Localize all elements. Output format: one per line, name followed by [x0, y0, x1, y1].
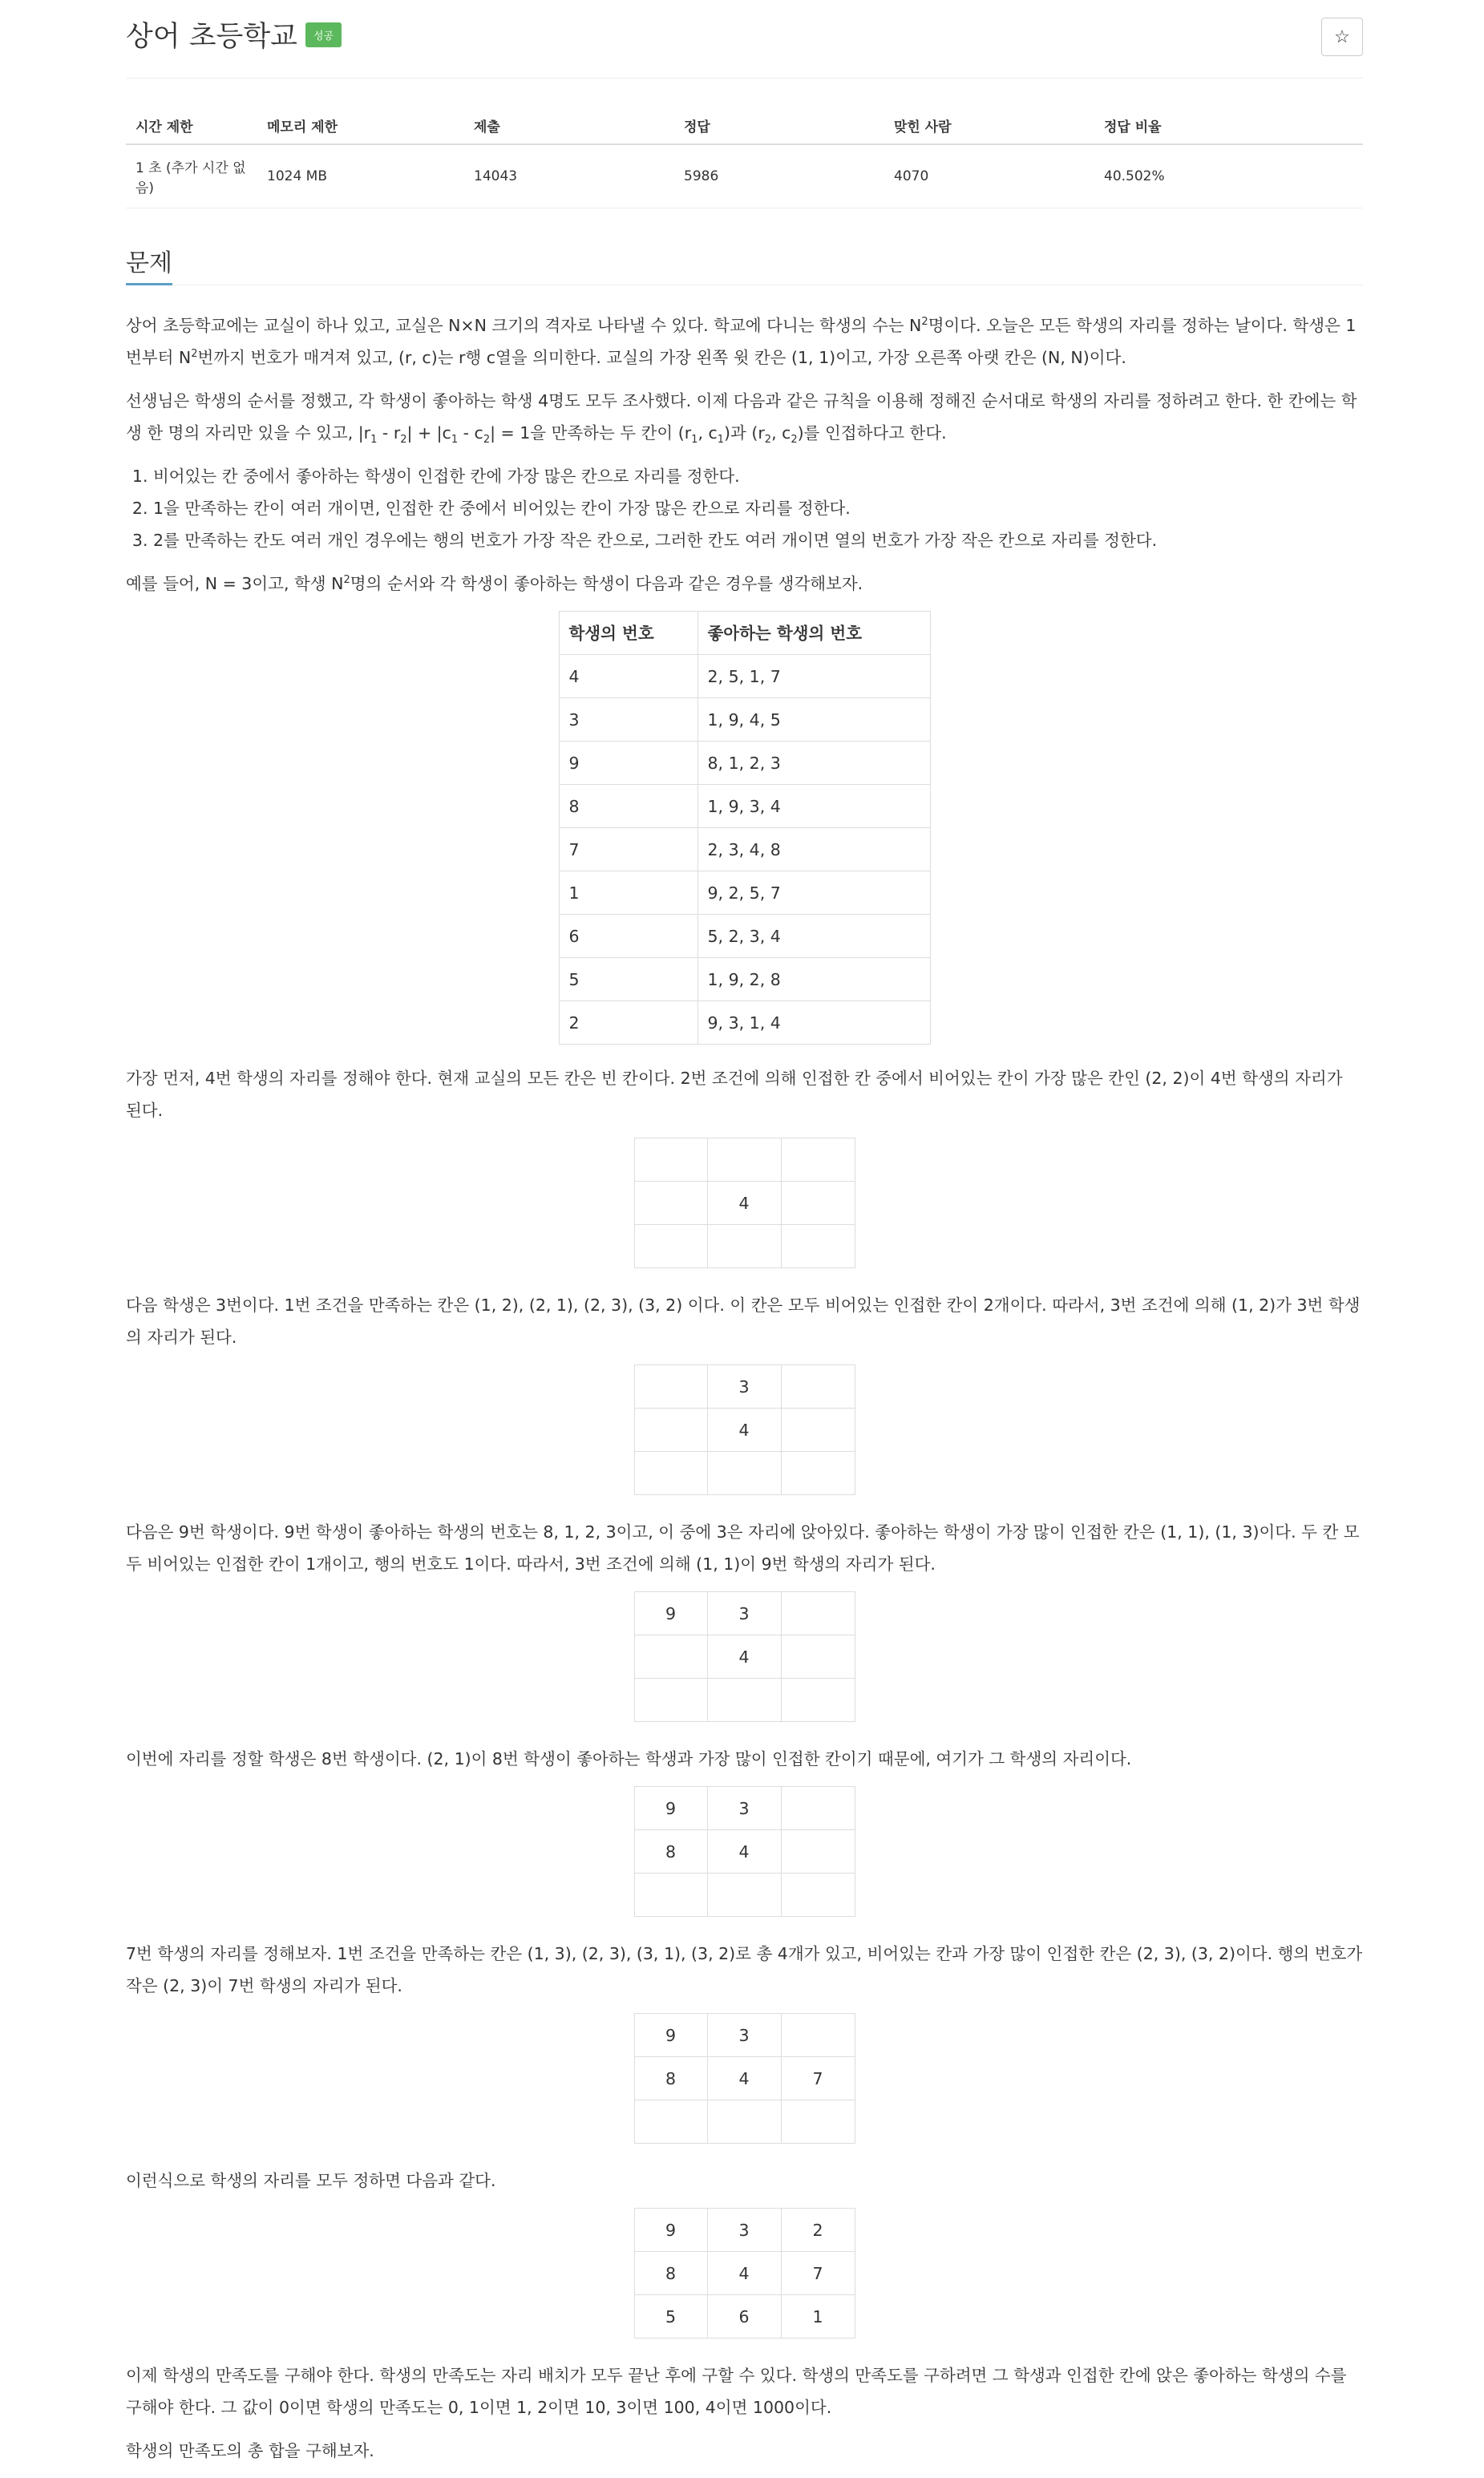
paragraph-step-5: 7번 학생의 자리를 정해보자. 1번 조건을 만족하는 칸은 (1, 3), (2, 3), (3, 1), (3, 2)로 총 4개가 있고, 비어있는 칸과 가장 많이 인접한 칸은 (2, 3), (3, 2)이다. 행의 번호가 작은 (2, 3)이 7번 학생의 자리가 된다. [126, 1944, 1363, 1995]
grid-cell [781, 1830, 855, 1874]
grid-cell [634, 1138, 707, 1182]
cell: 7 [559, 828, 698, 871]
table-row [559, 698, 930, 742]
grid-row [634, 1452, 855, 1495]
time-limit-header: 시간 제한 [126, 107, 257, 144]
cell: 2, 5, 1, 7 [698, 655, 930, 698]
grid-row [634, 2209, 855, 2252]
text: , c [771, 423, 791, 443]
grid-cell [781, 1225, 855, 1268]
accepted-header: 정답 [674, 107, 884, 144]
text: 번까지 번호가 매겨져 있고, (r, c)는 r행 c열을 의미한다. 교실의 가장 왼쪽 윗 칸은 (1, 1)이고, 가장 오른쪽 아랫 칸은 (N, N)이다. [197, 348, 1126, 367]
grid-row [634, 1409, 855, 1452]
grid-cell [707, 1138, 781, 1182]
grid-cell [634, 1635, 707, 1679]
rule-item: 2. 1을 만족하는 칸이 여러 개이면, 인접한 칸 중에서 비어있는 칸이 가장 많은 칸으로 자리를 정한다. [153, 492, 1363, 524]
grid-row [634, 1635, 855, 1679]
grid-cell [707, 1874, 781, 1917]
subscript: 2 [483, 434, 491, 446]
rule-item: 1. 비어있는 칸 중에서 좋아하는 학생이 인접한 칸에 가장 많은 칸으로 자리를 정한다. [153, 460, 1363, 492]
grid-row [634, 1182, 855, 1225]
grid-cell: 4 [707, 1182, 781, 1225]
grid-cell [781, 2100, 855, 2144]
cell: 1, 9, 2, 8 [698, 958, 930, 1001]
superscript: 2 [921, 316, 928, 328]
grid-cell: 7 [781, 2057, 855, 2100]
cell: 9 [559, 742, 698, 785]
grid-row [634, 2100, 855, 2144]
grid-row [634, 2252, 855, 2295]
grid-cell [634, 1452, 707, 1495]
grid-cell: 1 [781, 2295, 855, 2339]
paragraph-rules-intro [126, 385, 1363, 449]
grid-cell: 8 [634, 2057, 707, 2100]
grid-cell: 9 [634, 2209, 707, 2252]
cell: 9, 3, 1, 4 [698, 1001, 930, 1045]
seat-grid-4 [634, 1786, 855, 1917]
cell: 5 [559, 958, 698, 1001]
favorite-star-button[interactable] [1321, 18, 1363, 56]
table-row [559, 1001, 930, 1045]
grid-cell: 2 [781, 2209, 855, 2252]
ratio-header: 정답 비율 [1094, 107, 1363, 144]
paragraph-example [126, 568, 1363, 600]
paragraph-step-4: 이번에 자리를 정할 학생은 8번 학생이다. (2, 1)이 8번 학생이 좋아하는 학생과 가장 많이 인접한 칸이기 때문에, 여기가 그 학생의 자리이다. [126, 1749, 1132, 1769]
grid-cell [781, 1635, 855, 1679]
text: | + |c [406, 423, 451, 443]
text: )과 (r [724, 423, 765, 443]
text: - c [458, 423, 483, 443]
grid-cell [781, 1592, 855, 1635]
text: 명이다. 오늘은 모든 학생의 자리를 정하는 날이다. 학생은 1번부터 N [126, 316, 1357, 367]
grid-row [634, 1787, 855, 1830]
text: )를 인접하다고 한다. [797, 423, 947, 443]
time-limit-value: 1 초 (추가 시간 없음) [126, 144, 257, 208]
text: | = 1을 만족하는 두 칸이 (r [490, 423, 692, 443]
grid-cell: 5 [634, 2295, 707, 2339]
grid-cell: 3 [707, 2014, 781, 2057]
grid-cell: 9 [634, 1787, 707, 1830]
cell: 2 [559, 1001, 698, 1045]
superscript: 2 [343, 574, 350, 586]
cell: 1, 9, 4, 5 [698, 698, 930, 742]
cell: 8 [559, 785, 698, 828]
grid-row [634, 2295, 855, 2339]
solvers-value: 4070 [884, 144, 1094, 208]
grid-row [634, 1365, 855, 1409]
grid-cell [781, 1182, 855, 1225]
grid-cell: 8 [634, 1830, 707, 1874]
ratio-value: 40.502% [1094, 144, 1363, 208]
grid-row [634, 1225, 855, 1268]
text: 명의 순서와 각 학생이 좋아하는 학생이 다음과 같은 경우를 생각해보자. [350, 574, 863, 593]
grid-cell: 6 [707, 2295, 781, 2339]
grid-cell [781, 1874, 855, 1917]
rule-item: 3. 2를 만족하는 칸도 여러 개인 경우에는 행의 번호가 가장 작은 칸으로, 그러한 칸도 여러 개이면 열의 번호가 가장 작은 칸으로 자리를 정한다. [153, 524, 1363, 556]
cell: 1 [559, 871, 698, 915]
subscript: 2 [791, 434, 798, 446]
cell: 8, 1, 2, 3 [698, 742, 930, 785]
info-value-row [126, 144, 1363, 208]
grid-cell [781, 1679, 855, 1722]
grid-cell [781, 2014, 855, 2057]
student-number-header: 학생의 번호 [559, 612, 698, 655]
grid-cell [781, 1365, 855, 1409]
submissions-value: 14043 [464, 144, 674, 208]
subscript: 1 [717, 434, 725, 446]
memory-limit-value: 1024 MB [257, 144, 464, 208]
problem-title: 상어 초등학교 [126, 21, 297, 53]
grid-cell [634, 1225, 707, 1268]
grid-cell: 9 [634, 1592, 707, 1635]
section-title: 문제 [126, 243, 172, 285]
table-row [559, 915, 930, 958]
text: 선생님은 학생의 순서를 정했고, 각 학생이 좋아하는 학생 4명도 모두 조사했다. 이제 다음과 같은 규칙을 이용해 정해진 순서대로 학생의 자리를 정하려고 한다. 한 칸에는 학생 한 명의 자리만 있을 수 있고, |r [126, 391, 1357, 443]
accepted-value: 5986 [674, 144, 884, 208]
paragraph-satisfaction: 이제 학생의 만족도를 구해야 한다. 학생의 만족도는 자리 배치가 모두 끝난 후에 구할 수 있다. 학생의 만족도를 구하려면 그 학생과 인접한 칸에 앉은 좋아하는 학생의 수를 구해야 한다. 그 값이 0이면 학생의 만족도는 0, 1이면 1, 2이면 10, 3이면 100, 4이면 1000이다. [126, 2366, 1347, 2417]
table-header-row [559, 612, 930, 655]
subscript: 1 [370, 434, 378, 446]
star-icon: ☆ [1334, 26, 1350, 46]
solvers-header: 맞힌 사람 [884, 107, 1094, 144]
cell: 2, 3, 4, 8 [698, 828, 930, 871]
grid-cell: 3 [707, 1365, 781, 1409]
table-row [559, 655, 930, 698]
rules-list [153, 460, 1363, 556]
submissions-header: 제출 [464, 107, 674, 144]
grid-cell: 3 [707, 2209, 781, 2252]
cell: 1, 9, 3, 4 [698, 785, 930, 828]
subscript: 2 [400, 434, 407, 446]
status-badge: 성공 [305, 22, 342, 47]
info-header-row [126, 107, 1363, 144]
seat-grid-1 [634, 1138, 855, 1268]
text: 상어 초등학교에는 교실이 하나 있고, 교실은 N×N 크기의 격자로 나타낼 수 있다. 학교에 다니는 학생의 수는 N [126, 316, 922, 335]
subscript: 1 [691, 434, 698, 446]
grid-cell: 9 [634, 2014, 707, 2057]
grid-row [634, 1874, 855, 1917]
grid-cell: 3 [707, 1787, 781, 1830]
grid-cell [634, 1182, 707, 1225]
problem-container [126, 0, 1363, 2478]
grid-row [634, 1830, 855, 1874]
grid-row [634, 1138, 855, 1182]
subscript: 2 [764, 434, 772, 446]
page-header [126, 0, 1363, 79]
grid-cell [781, 1787, 855, 1830]
problem-description [126, 309, 1363, 2467]
memory-limit-header: 메모리 제한 [257, 107, 464, 144]
grid-cell [707, 1452, 781, 1495]
grid-cell [634, 1874, 707, 1917]
grid-cell [707, 1679, 781, 1722]
grid-row [634, 1592, 855, 1635]
table-row [559, 785, 930, 828]
grid-row [634, 2057, 855, 2100]
page-title [126, 14, 342, 55]
grid-cell [707, 2100, 781, 2144]
paragraph-final: 이런식으로 학생의 자리를 모두 정하면 다음과 같다. [126, 2171, 496, 2190]
grid-cell [634, 1679, 707, 1722]
paragraph-intro [126, 309, 1363, 374]
grid-cell: 3 [707, 1592, 781, 1635]
text: , c [698, 423, 718, 443]
text: - r [377, 423, 401, 443]
paragraph-step-2: 다음 학생은 3번이다. 1번 조건을 만족하는 칸은 (1, 2), (2, 1), (2, 3), (3, 2) 이다. 이 칸은 모두 비어있는 인접한 칸이 2개이다. 따라서, 3번 조건에 의해 (1, 2)가 3번 학생의 자리가 된다. [126, 1296, 1361, 1347]
grid-cell [707, 1225, 781, 1268]
grid-cell [781, 1409, 855, 1452]
grid-cell [781, 1138, 855, 1182]
text: 예를 들어, N = 3이고, 학생 N [126, 574, 344, 593]
paragraph-step-1: 가장 먼저, 4번 학생의 자리를 정해야 한다. 현재 교실의 모든 칸은 빈 칸이다. 2번 조건에 의해 인접한 칸 중에서 비어있는 칸이 가장 많은 칸인 (2, 2)이 4번 학생의 자리가 된다. [126, 1069, 1343, 1120]
grid-cell: 7 [781, 2252, 855, 2295]
problem-info-table [126, 107, 1363, 208]
cell: 3 [559, 698, 698, 742]
grid-cell [634, 2100, 707, 2144]
table-row [559, 828, 930, 871]
grid-cell: 4 [707, 1635, 781, 1679]
grid-cell: 8 [634, 2252, 707, 2295]
paragraph-question: 학생의 만족도의 총 합을 구해보자. [126, 2441, 374, 2460]
liked-students-header: 좋아하는 학생의 번호 [698, 612, 930, 655]
seat-grid-2 [634, 1364, 855, 1495]
grid-cell [634, 1409, 707, 1452]
paragraph-step-3: 다음은 9번 학생이다. 9번 학생이 좋아하는 학생의 번호는 8, 1, 2, 3이고, 이 중에 3은 자리에 앉아있다. 좋아하는 학생이 가장 많이 인접한 칸은 (1, 1), (1, 3)이다. 두 칸 모두 비어있는 인접한 칸이 1개이고, 행의 번호도 1이다. 따라서, 3번 조건에 의해 (1, 1)이 9번 학생의 자리가 된다. [126, 1522, 1360, 1574]
grid-row [634, 2014, 855, 2057]
grid-cell: 4 [707, 2252, 781, 2295]
table-row [559, 871, 930, 915]
cell: 4 [559, 655, 698, 698]
subscript: 1 [451, 434, 459, 446]
grid-cell [634, 1365, 707, 1409]
grid-cell: 4 [707, 1830, 781, 1874]
students-table [559, 611, 931, 1045]
table-row [559, 742, 930, 785]
grid-row [634, 1679, 855, 1722]
problem-section-header [126, 244, 1363, 285]
grid-cell: 4 [707, 1409, 781, 1452]
cell: 6 [559, 915, 698, 958]
cell: 9, 2, 5, 7 [698, 871, 930, 915]
superscript: 2 [191, 348, 198, 360]
table-row [559, 958, 930, 1001]
grid-cell [781, 1452, 855, 1495]
cell: 5, 2, 3, 4 [698, 915, 930, 958]
seat-grid-5 [634, 2013, 855, 2144]
grid-cell: 4 [707, 2057, 781, 2100]
seat-grid-3 [634, 1591, 855, 1722]
seat-grid-final [634, 2208, 855, 2339]
